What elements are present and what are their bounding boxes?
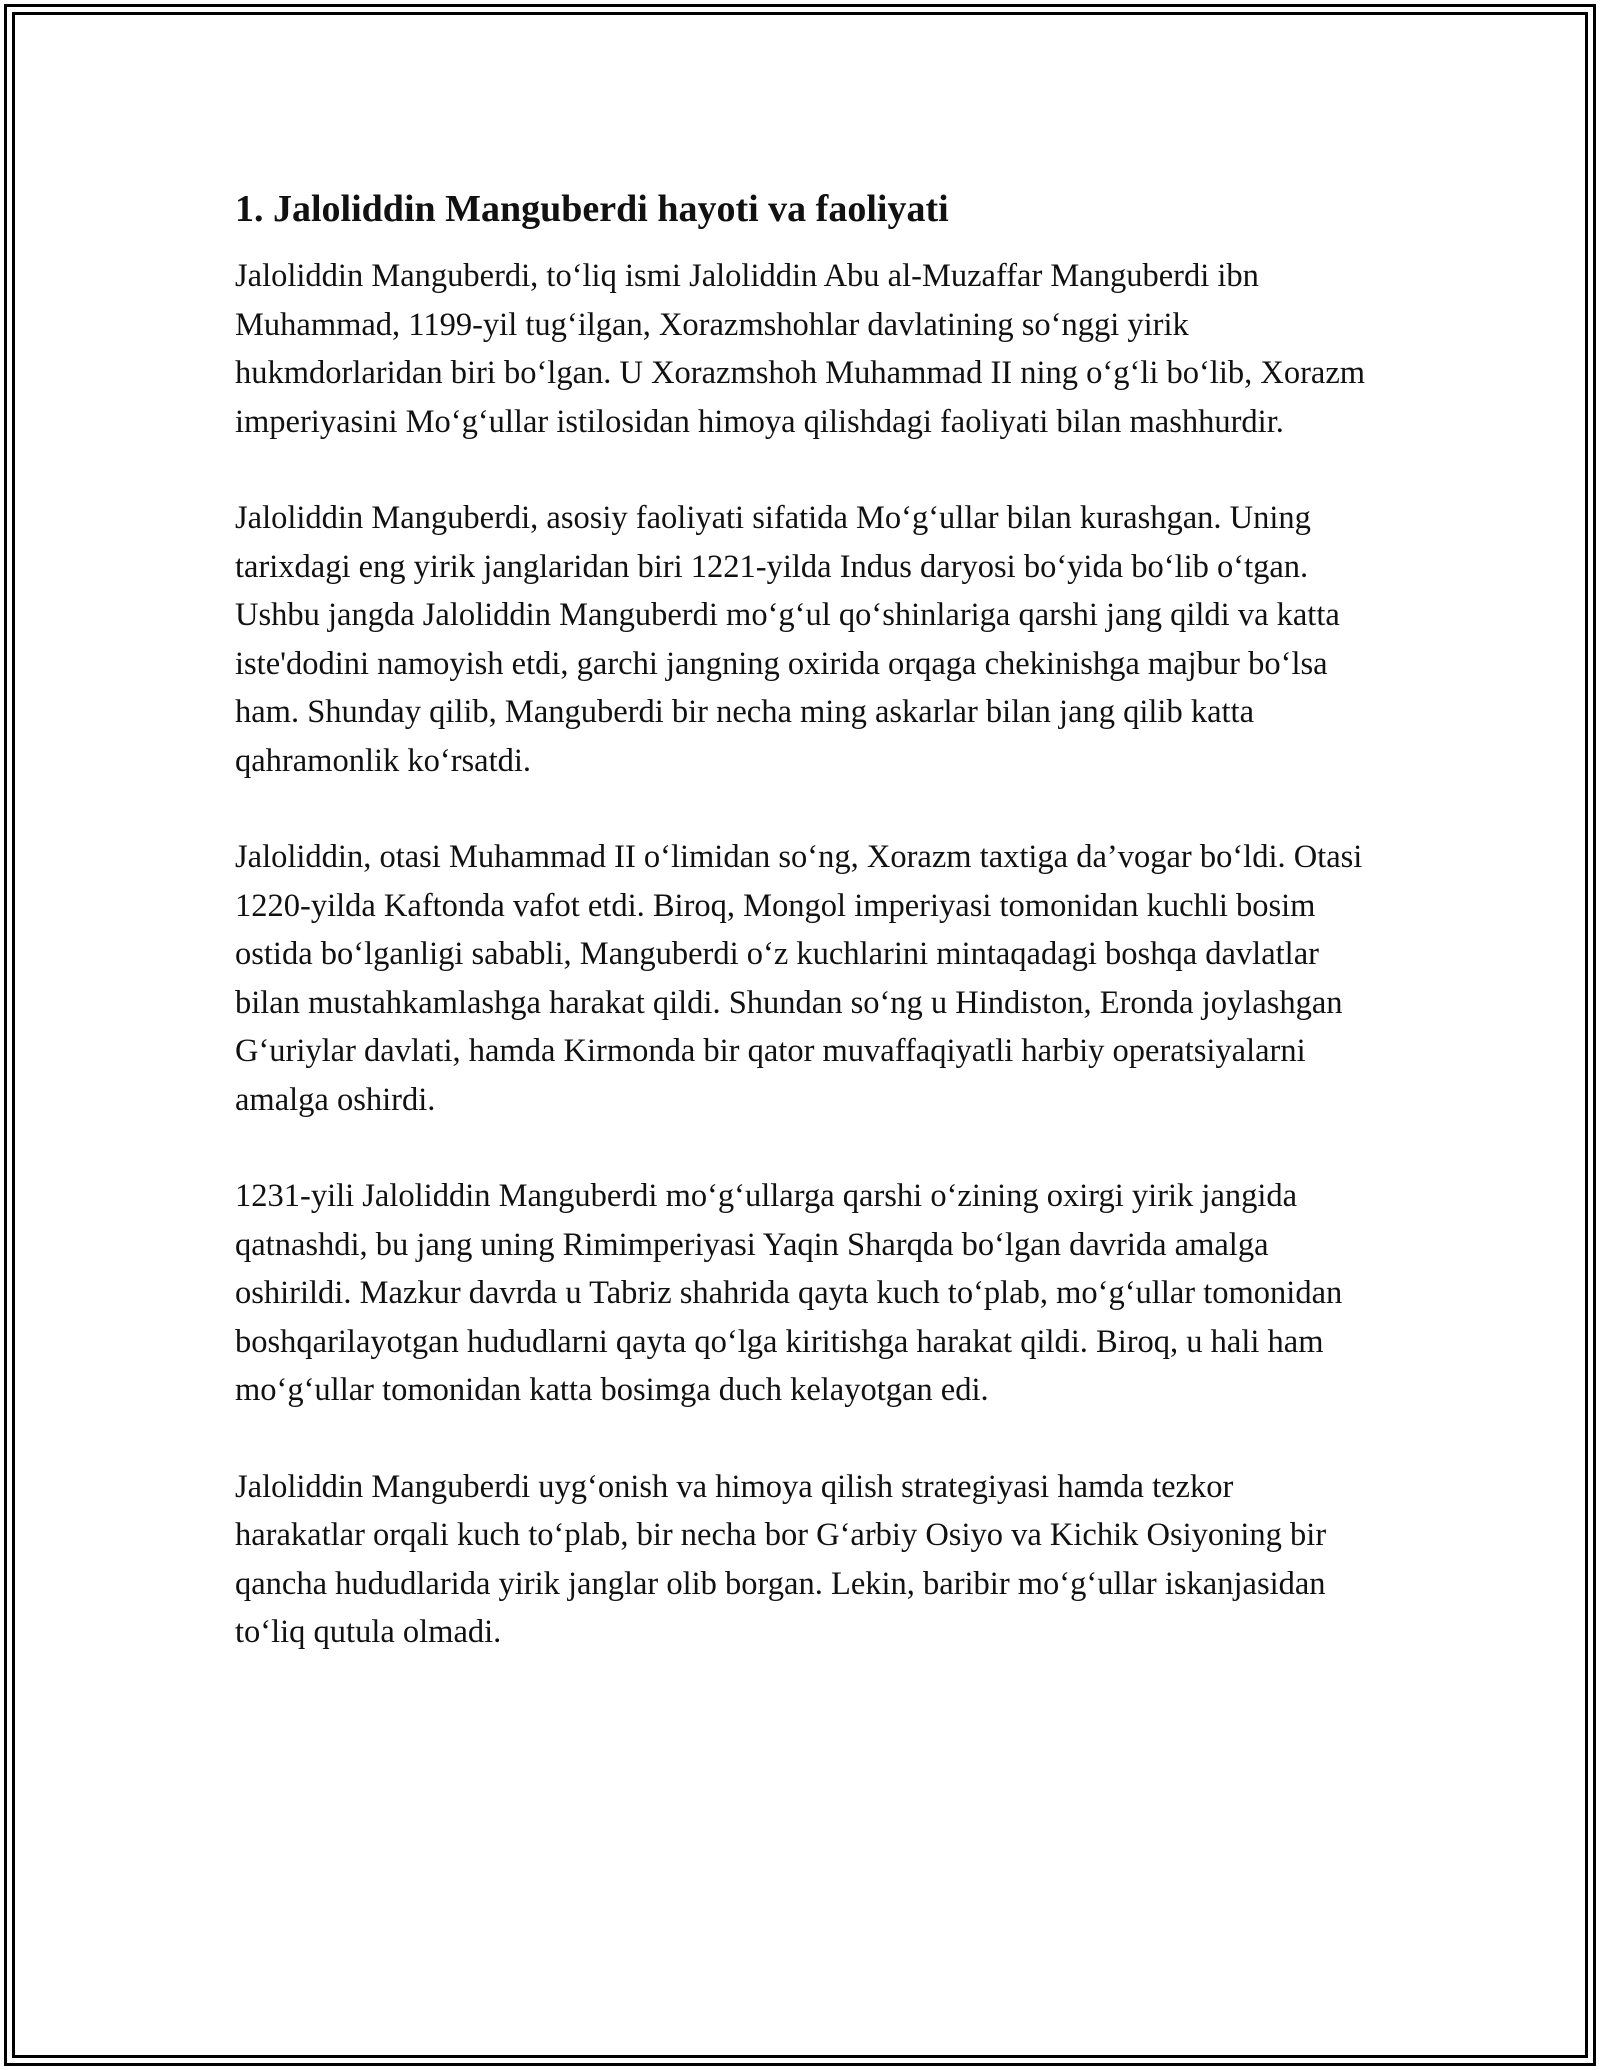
paragraph-1: Jaloliddin Manguberdi, to‘liq ismi Jaloliddin Abu al-Muzaffar Manguberdi ibn Muhammad, 1199-yil tug‘ilgan, Xorazmshohlar davlatining so‘nggi yirik hukmdorlaridan biri bo‘lgan. U Xorazmshoh Muhammad II ning o‘g‘li bo‘lib, Xorazm imperiyasini Mo‘g‘ullar istilosidan himoya qilishdagi faoliyati bilan mashhurdir. (235, 258, 1366, 440)
paragraph-4: 1231-yili Jaloliddin Manguberdi mo‘g‘ullarga qarshi o‘zining oxirgi yirik jangida qatnashdi, bu jang uning Rimimperiyasi Yaqin Sharqda bo‘lgan davrida amalga oshirildi. Mazkur davrda u Tabriz shahrida qayta kuch to‘plab, mo‘g‘ullar tomonidan boshqarilayotgan hududlarni qayta qo‘lga kiritishga harakat qildi. Biroq, u hali ham mo‘g‘ullar tomonidan katta bosimga duch kelayotgan edi. (235, 1178, 1343, 1409)
section-heading: 1. Jaloliddin Manguberdi hayoti va faoliyati (235, 188, 949, 230)
paragraph-5: Jaloliddin Manguberdi uyg‘onish va himoya qilish strategiyasi hamda tezkor harakatlar orqali kuch to‘plab, bir necha bor G‘arbiy Osiyo va Kichik Osiyoning bir qancha hududlarida yirik janglar olib borgan. Lekin, baribir mo‘g‘ullar iskanjasidan to‘liq qutula olmadi. (235, 1468, 1327, 1651)
document-body (235, 185, 1370, 1705)
paragraph-3: Jaloliddin, otasi Muhammad II o‘limidan so‘ng, Xorazm taxtiga da’vogar bo‘ldi. Otasi 1220-yilda Kaftonda vafot etdi. Biroq, Mongol imperiyasi tomonidan kuchli bosim ostida bo‘lganligi sababli, Manguberdi o‘z kuchlarini mintaqadagi boshqa davlatlar bilan mustahkamlashga harakat qildi. Shundan so‘ng u Hindiston, Eronda joylashgan G‘uriylar davlati, hamda Kirmonda bir qator muvaffaqiyatli harbiy operatsiyalarni amalga oshirdi. (235, 839, 1363, 1118)
paragraph-2: Jaloliddin Manguberdi, asosiy faoliyati sifatida Mo‘g‘ullar bilan kurashgan. Uning tarixdagi eng yirik janglaridan biri 1221-yilda Indus daryosi bo‘yida bo‘lib o‘tgan. Ushbu jangda Jaloliddin Manguberdi mo‘g‘ul qo‘shinlariga qarshi jang qildi va katta iste'dodini namoyish etdi, garchi jangning oxirida orqaga chekinishga majbur bo‘lsa ham. Shunday qilib, Manguberdi bir necha ming askarlar bilan jang qilib katta qahramonlik ko‘rsatdi. (235, 500, 1340, 779)
